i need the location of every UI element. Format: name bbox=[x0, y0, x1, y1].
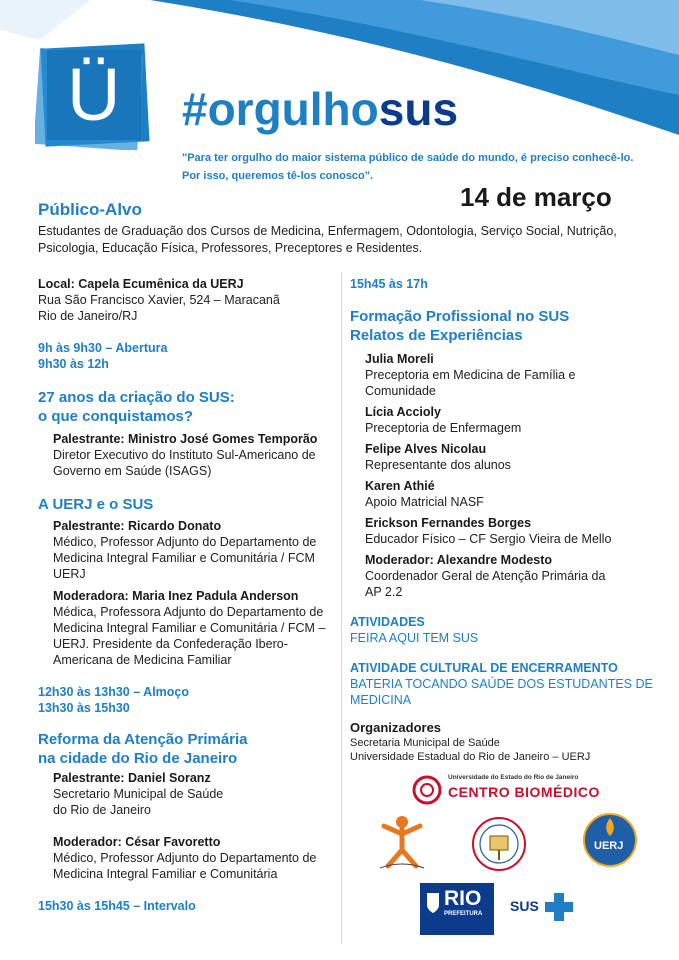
sus-text: SUS bbox=[510, 898, 539, 914]
session-1-role: Diretor Executivo do Instituto Sul-Americano de Governo em Saúde (ISAGS) bbox=[53, 448, 316, 478]
speaker-item bbox=[365, 478, 635, 510]
page-title bbox=[182, 84, 458, 134]
speaker-item bbox=[365, 515, 635, 547]
time-almoco: 12h30 às 13h30 – Almoço bbox=[38, 685, 190, 699]
organizers-title: Organizadores bbox=[350, 720, 442, 735]
session-2-moderator: Moderadora: Maria Inez Padula Anderson bbox=[53, 589, 299, 603]
logo-letter: Ü bbox=[67, 53, 121, 136]
speaker-role: Coordenador Geral de Atenção Primária da AP 2.2 bbox=[365, 569, 606, 599]
session-4-title-2: Relatos de Experiências bbox=[350, 327, 523, 344]
time-session-3: 13h30 às 15h30 bbox=[38, 701, 130, 715]
rio-text: RIO bbox=[444, 887, 482, 910]
rio-shield-icon bbox=[425, 891, 441, 915]
title-suffix: sus bbox=[378, 83, 459, 135]
session-3-moderator: Moderador: César Favoretto bbox=[53, 835, 221, 849]
local-address-1: Rua São Francisco Xavier, 524 – Maracanã bbox=[38, 293, 280, 307]
rio-sub: PREFEITURA bbox=[444, 911, 483, 917]
session-3-speaker: Palestrante: Daniel Soranz bbox=[53, 771, 211, 785]
speaker-name: Karen Athié bbox=[365, 479, 435, 493]
speaker-role: Educador Físico – CF Sergio Vieira de Mello bbox=[365, 532, 612, 546]
speaker-role: Preceptoria em Medicina de Família e Comunidade bbox=[365, 368, 576, 398]
quote-line-1: "Para ter orgulho do maior sistema público de saúde do mundo, é preciso conhecê-lo. bbox=[182, 152, 634, 164]
organizer-1: Secretaria Municipal de Saúde bbox=[350, 737, 500, 749]
cb-university: Universidade do Estado do Rio de Janeiro bbox=[448, 774, 579, 781]
atividades-title: ATIVIDADES bbox=[350, 615, 425, 629]
session-3-role-1: Secretario Municipal de Saúde bbox=[53, 787, 224, 801]
seal-icon bbox=[412, 775, 442, 805]
publico-alvo-title: Público-Alvo bbox=[38, 200, 142, 219]
speaker-item bbox=[365, 351, 635, 399]
cultural-text: BATERIA TOCANDO SAÚDE DOS ESTUDANTES DE MEDICINA bbox=[350, 677, 653, 707]
mascot-logo-icon bbox=[372, 812, 432, 870]
speaker-item bbox=[365, 441, 635, 473]
atividades-text: FEIRA AQUI TEM SUS bbox=[350, 631, 479, 645]
session-2-title: A UERJ e o SUS bbox=[38, 496, 154, 513]
title-prefix: #orgulho bbox=[182, 83, 379, 135]
local-address-2: Rio de Janeiro/RJ bbox=[38, 309, 138, 323]
time-abertura: 9h às 9h30 – Abertura bbox=[38, 341, 168, 355]
session-4-title-1: Formação Profissional no SUS bbox=[350, 308, 570, 325]
speaker-name: Moderador: Alexandre Modesto bbox=[365, 553, 553, 567]
publico-alvo-text: Estudantes de Graduação dos Cursos de Medicina, Enfermagem, Odontologia, Serviço Social, Nutrição, Psicologia, Educação Física, Professores, Preceptores e Residentes. bbox=[38, 224, 617, 255]
session-1-title-2: o que conquistamos? bbox=[38, 408, 194, 425]
speaker-item bbox=[365, 552, 615, 600]
header-quote bbox=[182, 149, 662, 185]
quote-line-2: Por isso, queremos tê-los conosco". bbox=[182, 170, 374, 182]
uerj-text: UERJ bbox=[594, 840, 624, 852]
centro-biomedico-logo bbox=[412, 773, 600, 807]
right-column bbox=[350, 276, 653, 764]
plus-cross-icon bbox=[543, 891, 575, 923]
speaker-name: Erickson Fernandes Borges bbox=[365, 516, 532, 530]
organizer-2: Universidade Estadual do Rio de Janeiro – UERJ bbox=[350, 751, 591, 763]
uerj-logo bbox=[582, 812, 638, 868]
speaker-role: Apoio Matricial NASF bbox=[365, 495, 484, 509]
cb-name: CENTRO BIOMÉDICO bbox=[448, 784, 600, 800]
session-1-title-1: 27 anos da criação do SUS: bbox=[38, 389, 235, 406]
speakers-list bbox=[350, 351, 635, 600]
speaker-name: Felipe Alves Nicolau bbox=[365, 442, 487, 456]
session-3-moderator-role: Médico, Professor Adjunto do Departamento de Medicina Integral Familiar e Comunitária bbox=[53, 851, 317, 881]
academic-emblem-icon bbox=[471, 816, 527, 872]
speaker-name: Lícia Accioly bbox=[365, 405, 441, 419]
session-2-moderator-role: Médica, Professora Adjunto do Departamento de Medicina Integral Familiar e Comunitária / FCM – UERJ. Presidente da Confederação Ibero-Americana de Medicina Familiar bbox=[53, 605, 326, 667]
session-3-title-1: Reforma da Atenção Primária bbox=[38, 731, 248, 748]
session-2-speaker: Palestrante: Ricardo Donato bbox=[53, 519, 222, 533]
session-2-role: Médico, Professor Adjunto do Departamento de Medicina Integral Familiar e Comunitária / FCM UERJ bbox=[53, 535, 317, 581]
event-date: 14 de março bbox=[460, 182, 612, 212]
sus-logo bbox=[510, 890, 576, 926]
rio-prefeitura-logo bbox=[420, 883, 494, 935]
session-3-role-2: do Rio de Janeiro bbox=[53, 803, 151, 817]
orgulhosus-logo bbox=[35, 40, 155, 150]
left-column bbox=[38, 276, 338, 914]
time-intervalo: 15h30 às 15h45 – Intervalo bbox=[38, 899, 196, 913]
time-session-1: 9h30 às 12h bbox=[38, 357, 109, 371]
speaker-name: Julia Moreli bbox=[365, 352, 434, 366]
session-1-speaker: Palestrante: Ministro José Gomes Temporão bbox=[53, 432, 318, 446]
speaker-role: Representante dos alunos bbox=[365, 458, 511, 472]
speaker-item bbox=[365, 404, 635, 436]
local-label: Local: Capela Ecumênica da UERJ bbox=[38, 277, 244, 291]
column-divider bbox=[341, 272, 342, 944]
time-session-4: 15h45 às 17h bbox=[350, 277, 428, 291]
session-3-title-2: na cidade do Rio de Janeiro bbox=[38, 750, 238, 767]
speaker-role: Preceptoria de Enfermagem bbox=[365, 421, 522, 435]
cultural-title: ATIVIDADE CULTURAL DE ENCERRAMENTO bbox=[350, 661, 618, 675]
